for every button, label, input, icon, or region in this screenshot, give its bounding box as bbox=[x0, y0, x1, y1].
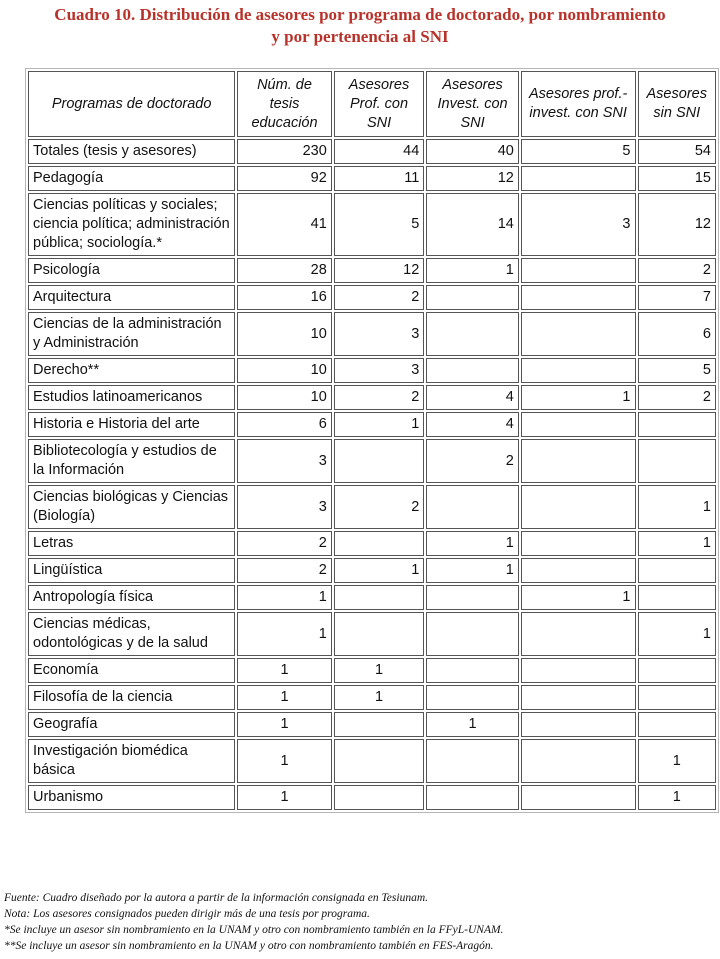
value-cell-invest bbox=[426, 612, 519, 656]
value-cell-prof bbox=[334, 612, 425, 656]
program-cell: Lingüística bbox=[28, 558, 235, 583]
value-cell-invest bbox=[426, 739, 519, 783]
program-cell: Urbanismo bbox=[28, 785, 235, 810]
value-cell-invest: 12 bbox=[426, 166, 519, 191]
value-cell-sin: 1 bbox=[638, 739, 717, 783]
value-cell-profinv bbox=[521, 485, 636, 529]
value-cell-prof: 12 bbox=[334, 258, 425, 283]
value-cell-sin: 15 bbox=[638, 166, 717, 191]
value-cell-profinv: 3 bbox=[521, 193, 636, 256]
value-cell-profinv bbox=[521, 258, 636, 283]
header-tesis: Núm. de tesis educación bbox=[237, 71, 332, 137]
value-cell-sin: 1 bbox=[638, 785, 717, 810]
value-cell-sin: 7 bbox=[638, 285, 717, 310]
table-row bbox=[28, 312, 716, 356]
header-prof-sni: Asesores Prof. con SNI bbox=[334, 71, 425, 137]
value-cell-sin: 1 bbox=[638, 485, 717, 529]
program-cell: Pedagogía bbox=[28, 166, 235, 191]
program-cell: Investigación biomédica básica bbox=[28, 739, 235, 783]
value-cell-profinv bbox=[521, 312, 636, 356]
table-title-line-1: Cuadro 10. Distribución de asesores por programa de doctorado, por nombramiento bbox=[54, 5, 666, 24]
value-cell-profinv bbox=[521, 712, 636, 737]
table-title bbox=[0, 4, 720, 48]
value-cell-sin: 5 bbox=[638, 358, 717, 383]
value-cell-sin: 1 bbox=[638, 612, 717, 656]
value-cell-profinv bbox=[521, 685, 636, 710]
value-cell-prof bbox=[334, 785, 425, 810]
value-cell-profinv bbox=[521, 531, 636, 556]
value-cell-tesis: 1 bbox=[237, 739, 332, 783]
value-cell-prof bbox=[334, 739, 425, 783]
value-cell-prof: 1 bbox=[334, 685, 425, 710]
program-cell: Psicología bbox=[28, 258, 235, 283]
program-cell: Arquitectura bbox=[28, 285, 235, 310]
value-cell-prof: 5 bbox=[334, 193, 425, 256]
value-cell-prof bbox=[334, 585, 425, 610]
value-cell-sin bbox=[638, 685, 717, 710]
value-cell-tesis: 3 bbox=[237, 485, 332, 529]
value-cell-sin bbox=[638, 412, 717, 437]
value-cell-sin bbox=[638, 712, 717, 737]
value-cell-profinv: 1 bbox=[521, 585, 636, 610]
table-row bbox=[28, 558, 716, 583]
value-cell-prof: 2 bbox=[334, 385, 425, 410]
program-cell: Totales (tesis y asesores) bbox=[28, 139, 235, 164]
value-cell-invest bbox=[426, 585, 519, 610]
header-invest-sni: Asesores Invest. con SNI bbox=[426, 71, 519, 137]
value-cell-invest: 4 bbox=[426, 412, 519, 437]
value-cell-tesis: 1 bbox=[237, 785, 332, 810]
table-title-line-2: y por pertenencia al SNI bbox=[271, 27, 449, 46]
header-programas: Programas de doctorado bbox=[28, 71, 235, 137]
value-cell-tesis: 2 bbox=[237, 531, 332, 556]
table-row bbox=[28, 658, 716, 683]
value-cell-prof: 1 bbox=[334, 658, 425, 683]
value-cell-profinv bbox=[521, 558, 636, 583]
value-cell-tesis: 1 bbox=[237, 712, 332, 737]
footnotes bbox=[4, 890, 716, 954]
value-cell-tesis: 1 bbox=[237, 585, 332, 610]
footnote-double-asterisk: **Se incluye un asesor sin nombramiento en la UNAM y otro con nombramiento también en FES-Aragón. bbox=[4, 940, 494, 952]
header-profinv-sni: Asesores prof.-invest. con SNI bbox=[521, 71, 636, 137]
value-cell-sin bbox=[638, 585, 717, 610]
value-cell-invest: 40 bbox=[426, 139, 519, 164]
table-frame bbox=[25, 68, 719, 813]
value-cell-tesis: 6 bbox=[237, 412, 332, 437]
program-cell: Derecho** bbox=[28, 358, 235, 383]
table-row bbox=[28, 785, 716, 810]
value-cell-profinv: 5 bbox=[521, 139, 636, 164]
program-cell: Geografía bbox=[28, 712, 235, 737]
value-cell-tesis: 1 bbox=[237, 685, 332, 710]
program-cell: Economía bbox=[28, 658, 235, 683]
footnote-asterisk: *Se incluye un asesor sin nombramiento en la UNAM y otro con nombramiento también en la FFyL-UNAM. bbox=[4, 924, 504, 936]
value-cell-invest bbox=[426, 285, 519, 310]
value-cell-tesis: 28 bbox=[237, 258, 332, 283]
value-cell-prof: 3 bbox=[334, 358, 425, 383]
program-cell: Ciencias políticas y sociales; ciencia política; administración pública; sociología.* bbox=[28, 193, 235, 256]
program-cell: Historia e Historia del arte bbox=[28, 412, 235, 437]
program-cell: Estudios latinoamericanos bbox=[28, 385, 235, 410]
value-cell-sin: 6 bbox=[638, 312, 717, 356]
value-cell-tesis: 10 bbox=[237, 385, 332, 410]
value-cell-sin: 2 bbox=[638, 258, 717, 283]
advisors-table bbox=[26, 69, 718, 812]
value-cell-profinv bbox=[521, 285, 636, 310]
table-row bbox=[28, 739, 716, 783]
value-cell-invest: 1 bbox=[426, 258, 519, 283]
value-cell-tesis: 92 bbox=[237, 166, 332, 191]
table-row bbox=[28, 531, 716, 556]
value-cell-prof bbox=[334, 531, 425, 556]
header-row bbox=[28, 71, 716, 137]
program-cell: Bibliotecología y estudios de la Información bbox=[28, 439, 235, 483]
value-cell-prof bbox=[334, 712, 425, 737]
value-cell-profinv bbox=[521, 439, 636, 483]
table-row bbox=[28, 585, 716, 610]
value-cell-invest: 14 bbox=[426, 193, 519, 256]
value-cell-profinv bbox=[521, 612, 636, 656]
value-cell-sin bbox=[638, 658, 717, 683]
value-cell-invest: 1 bbox=[426, 558, 519, 583]
value-cell-sin bbox=[638, 558, 717, 583]
value-cell-invest bbox=[426, 485, 519, 529]
table-row bbox=[28, 285, 716, 310]
program-cell: Letras bbox=[28, 531, 235, 556]
value-cell-sin: 2 bbox=[638, 385, 717, 410]
table-row bbox=[28, 685, 716, 710]
program-cell: Ciencias de la administración y Administración bbox=[28, 312, 235, 356]
value-cell-prof bbox=[334, 439, 425, 483]
value-cell-sin bbox=[638, 439, 717, 483]
value-cell-profinv bbox=[521, 658, 636, 683]
table-row bbox=[28, 712, 716, 737]
value-cell-tesis: 1 bbox=[237, 612, 332, 656]
table-row bbox=[28, 612, 716, 656]
value-cell-invest: 1 bbox=[426, 712, 519, 737]
value-cell-invest bbox=[426, 785, 519, 810]
value-cell-invest bbox=[426, 658, 519, 683]
value-cell-tesis: 10 bbox=[237, 312, 332, 356]
value-cell-tesis: 3 bbox=[237, 439, 332, 483]
value-cell-prof: 1 bbox=[334, 412, 425, 437]
table-row bbox=[28, 258, 716, 283]
table-row bbox=[28, 385, 716, 410]
value-cell-prof: 2 bbox=[334, 285, 425, 310]
table-row bbox=[28, 139, 716, 164]
value-cell-prof: 44 bbox=[334, 139, 425, 164]
value-cell-profinv bbox=[521, 412, 636, 437]
table-row bbox=[28, 193, 716, 256]
program-cell: Antropología física bbox=[28, 585, 235, 610]
header-sin-sni: Asesores sin SNI bbox=[638, 71, 717, 137]
table-row bbox=[28, 485, 716, 529]
value-cell-tesis: 1 bbox=[237, 658, 332, 683]
value-cell-sin: 12 bbox=[638, 193, 717, 256]
table-row bbox=[28, 439, 716, 483]
value-cell-tesis: 230 bbox=[237, 139, 332, 164]
value-cell-tesis: 16 bbox=[237, 285, 332, 310]
value-cell-tesis: 2 bbox=[237, 558, 332, 583]
value-cell-sin: 54 bbox=[638, 139, 717, 164]
value-cell-invest: 2 bbox=[426, 439, 519, 483]
footnote-fuente: Fuente: Cuadro diseñado por la autora a partir de la información consignada en Tesiunam. bbox=[4, 892, 429, 904]
value-cell-prof: 3 bbox=[334, 312, 425, 356]
value-cell-prof: 11 bbox=[334, 166, 425, 191]
value-cell-invest bbox=[426, 312, 519, 356]
value-cell-sin: 1 bbox=[638, 531, 717, 556]
value-cell-profinv bbox=[521, 358, 636, 383]
value-cell-prof: 1 bbox=[334, 558, 425, 583]
program-cell: Ciencias médicas, odontológicas y de la salud bbox=[28, 612, 235, 656]
program-cell: Ciencias biológicas y Ciencias (Biología) bbox=[28, 485, 235, 529]
value-cell-invest: 1 bbox=[426, 531, 519, 556]
value-cell-invest: 4 bbox=[426, 385, 519, 410]
table-row bbox=[28, 166, 716, 191]
value-cell-tesis: 10 bbox=[237, 358, 332, 383]
value-cell-tesis: 41 bbox=[237, 193, 332, 256]
value-cell-prof: 2 bbox=[334, 485, 425, 529]
value-cell-invest bbox=[426, 358, 519, 383]
value-cell-profinv bbox=[521, 785, 636, 810]
table-row bbox=[28, 412, 716, 437]
value-cell-profinv bbox=[521, 166, 636, 191]
program-cell: Filosofía de la ciencia bbox=[28, 685, 235, 710]
table-row bbox=[28, 358, 716, 383]
footnote-nota: Nota: Los asesores consignados pueden dirigir más de una tesis por programa. bbox=[4, 908, 370, 920]
value-cell-profinv: 1 bbox=[521, 385, 636, 410]
value-cell-profinv bbox=[521, 739, 636, 783]
value-cell-invest bbox=[426, 685, 519, 710]
